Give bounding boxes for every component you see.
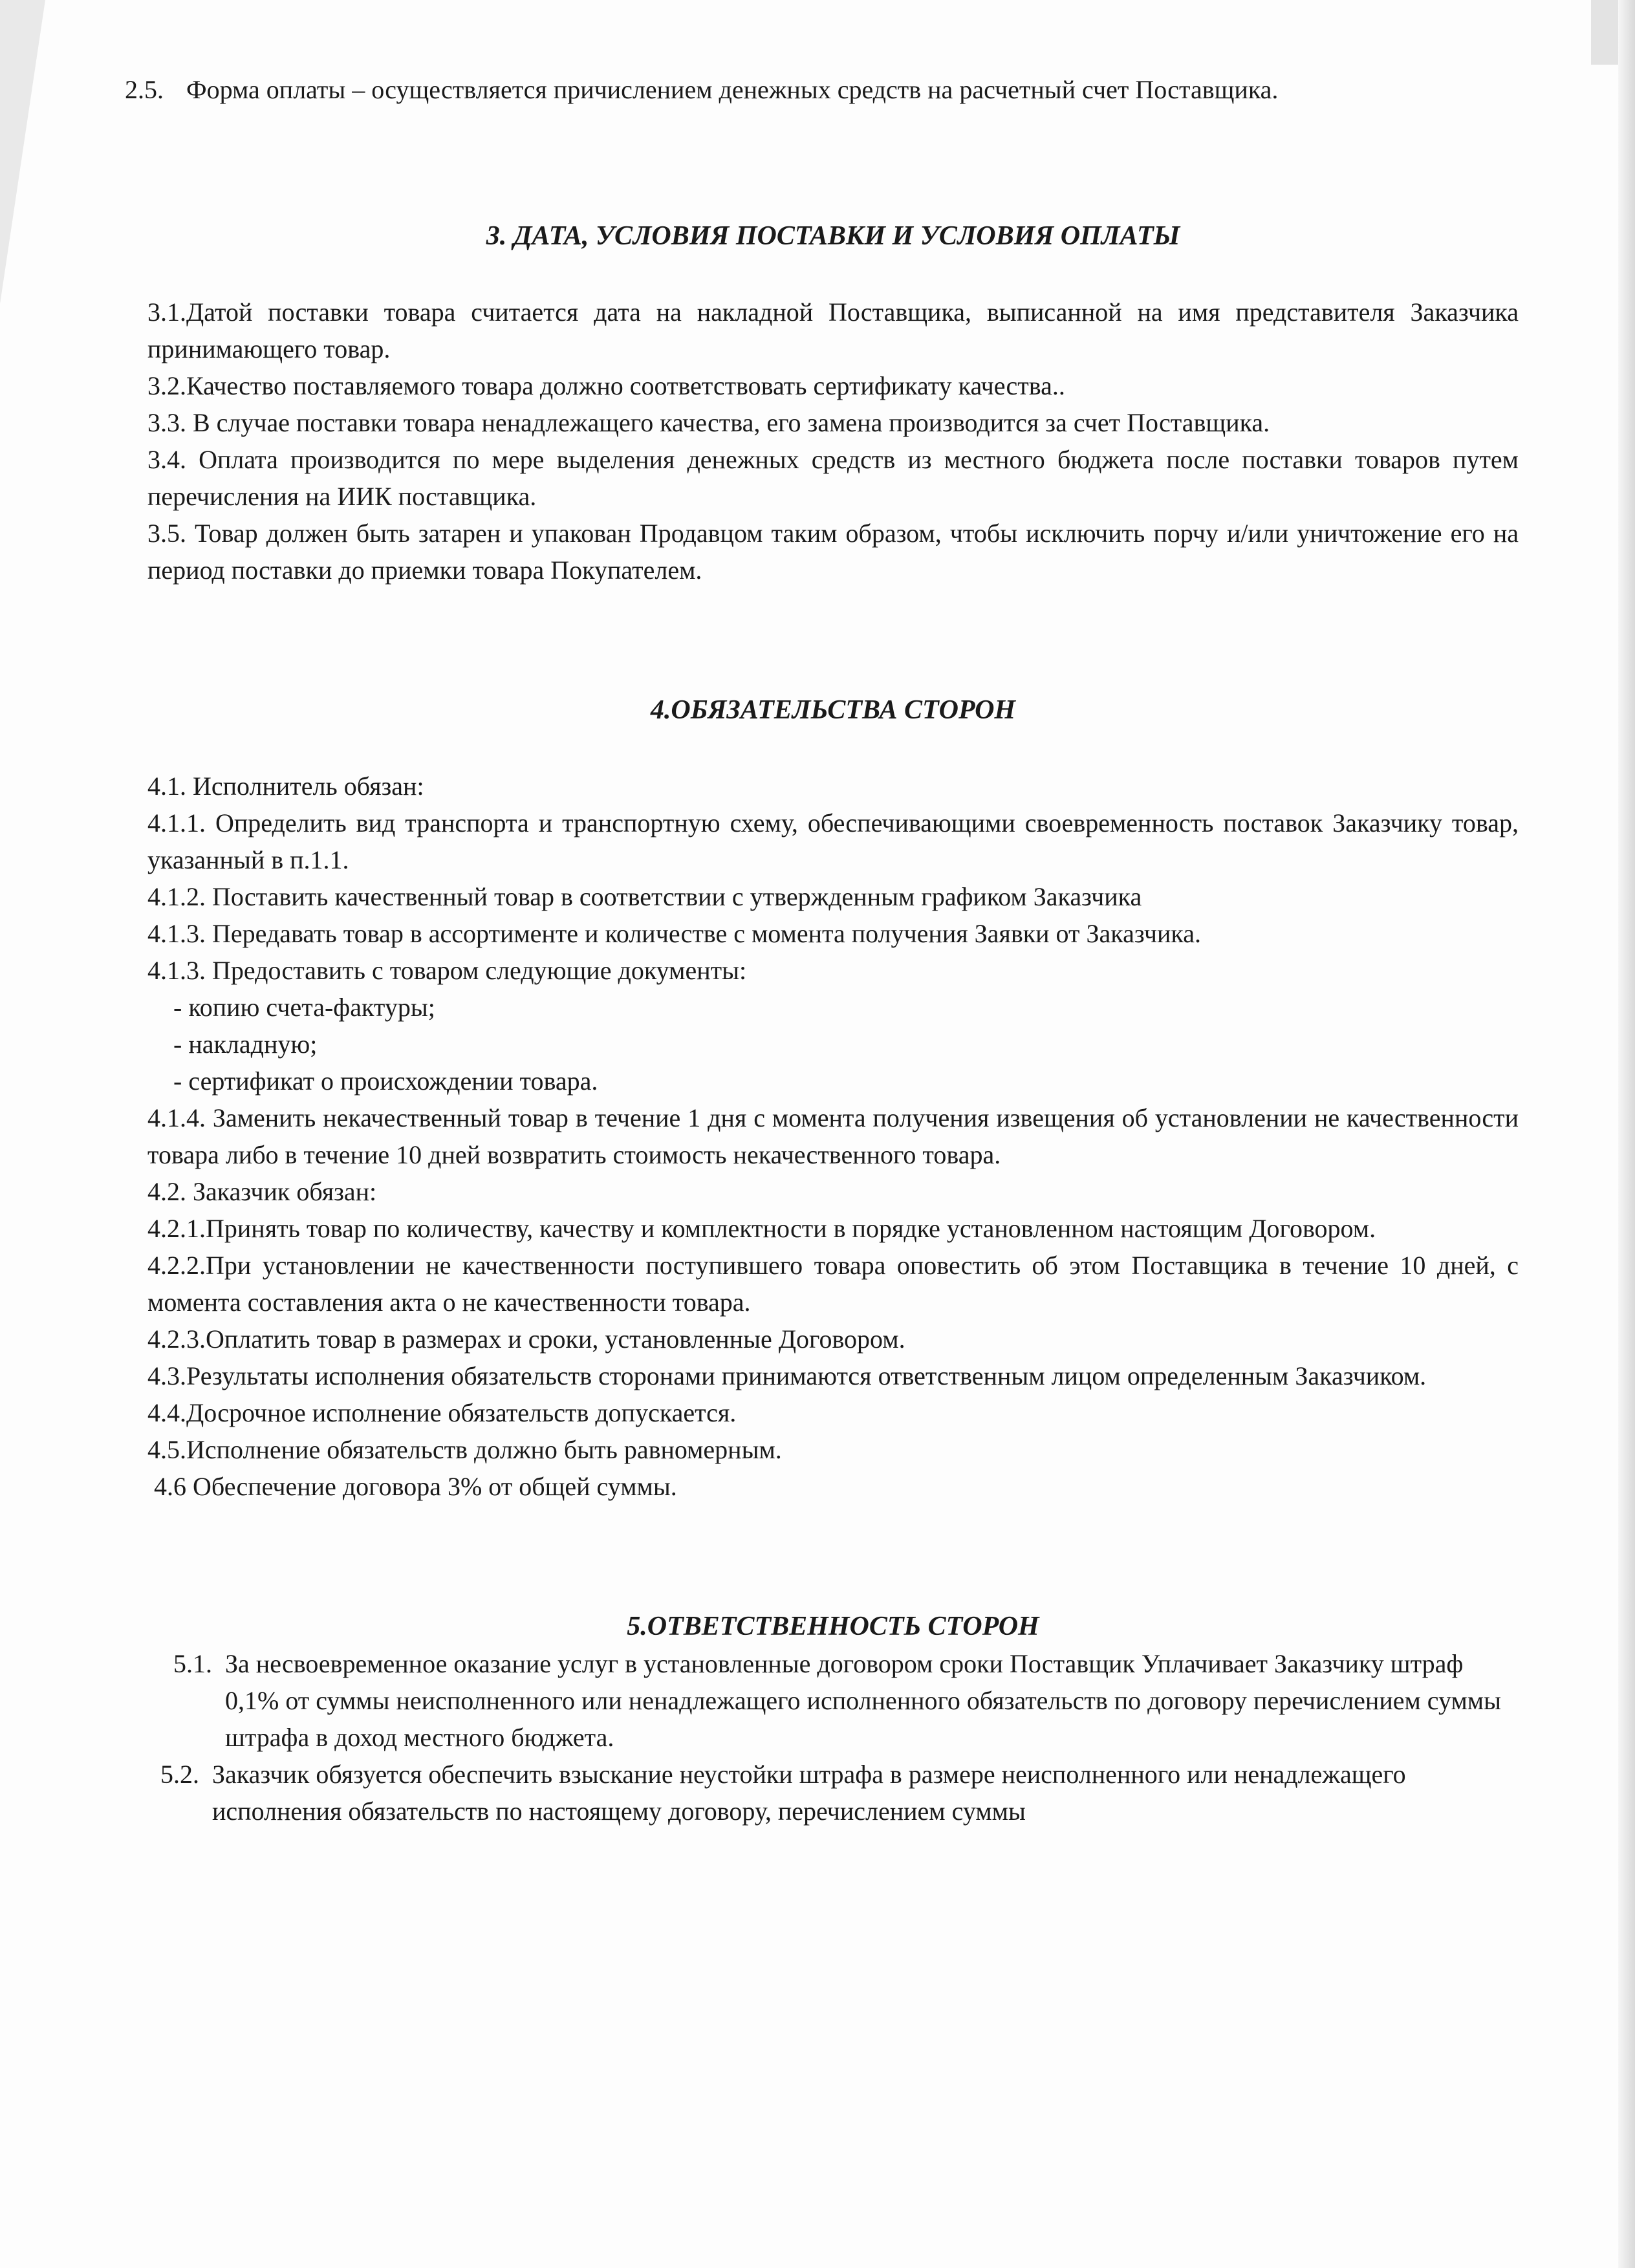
clause-4-2-1: 4.2.1.Принять товар по количеству, качеству и комплектности в порядке установленном настоящим Договором. xyxy=(147,1214,1376,1243)
clause-4-4: 4.4.Досрочное исполнение обязательств допускается. xyxy=(147,1398,737,1427)
section-3-heading: 3. ДАТА, УСЛОВИЯ ПОСТАВКИ И УСЛОВИЯ ОПЛАТЫ xyxy=(486,221,1180,251)
clause-3-5: 3.5. Товар должен быть затарен и упакован Продавцом таким образом, чтобы исключить порчу и/или уничтожение его на период поставки до приемки товара Покупателем. xyxy=(147,519,1519,585)
document-body xyxy=(125,71,1519,1830)
clause-3-1: 3.1.Датой поставки товара считается дата на накладной Поставщика, выписанной на имя представителя Заказчика принимающего товар. xyxy=(147,297,1519,363)
clause-2-5 xyxy=(125,71,1519,108)
clause-3-2: 3.2.Качество поставляемого товара должно соответствовать сертификату качества.. xyxy=(147,371,1065,400)
clause-2-5-number: 2.5. xyxy=(125,75,164,104)
clause-4-1-4: 4.1.4. Заменить некачественный товар в течение 1 дня с момента получения извещения об установлении не качественности товара либо в течение 10 дней возвратить стоимость некачественного товара. xyxy=(147,1103,1519,1169)
clause-4-6: 4.6 Обеспечение договора 3% от общей суммы. xyxy=(154,1472,677,1501)
clause-4-2-3: 4.2.3.Оплатить товар в размерах и сроки, установленные Договором. xyxy=(147,1324,905,1354)
clause-5-2-text: Заказчик обязуется обеспечить взыскание неустойки штрафа в размере неисполненного или ненадлежащего исполнения обязательств по настоящему договору, перечислением суммы xyxy=(212,1760,1406,1826)
clause-5-1-text: За несвоевременное оказание услуг в установленные договором сроки Поставщик Уплачивает Заказчику штраф 0,1% от суммы неисполненного или ненадлежащего исполненного обязательств по договору перечислением суммы штрафа в доход местного бюджета. xyxy=(225,1649,1501,1752)
clause-4-1-2: 4.1.2. Поставить качественный товар в соответствии с утвержденным графиком Заказчика xyxy=(147,882,1142,911)
section-5-heading: 5.ОТВЕТСТВЕННОСТЬ СТОРОН xyxy=(627,1612,1039,1641)
clause-4-1-3a: 4.1.3. Передавать товар в ассортименте и количестве с момента получения Заявки от Заказчика. xyxy=(147,919,1201,948)
clause-4-1-1: 4.1.1. Определить вид транспорта и транспортную схему, обеспечивающими своевременность поставок Заказчику товар, указанный в п.1.1. xyxy=(147,808,1519,874)
page-edge-right xyxy=(1618,0,1635,2268)
clause-4-2: 4.2. Заказчик обязан: xyxy=(147,1177,377,1206)
clause-3-3: 3.3. В случае поставки товара ненадлежащего качества, его замена производится за счет Поставщика. xyxy=(147,408,1270,437)
clause-4-5: 4.5.Исполнение обязательств должно быть равномерным. xyxy=(147,1435,782,1464)
clause-4-1: 4.1. Исполнитель обязан: xyxy=(147,772,424,801)
clause-4-3: 4.3.Результаты исполнения обязательств сторонами принимаются ответственным лицом определенным Заказчиком. xyxy=(147,1361,1427,1390)
doc-list-item: - сертификат о происхождении товара. xyxy=(173,1066,598,1096)
clause-5-2-number: 5.2. xyxy=(160,1760,199,1789)
clause-5-1-number: 5.1. xyxy=(173,1649,212,1678)
section-4-heading: 4.ОБЯЗАТЕЛЬСТВА СТОРОН xyxy=(650,695,1016,725)
folded-corner xyxy=(0,0,45,304)
clause-4-2-2: 4.2.2.При установлении не качественности поступившего товара оповестить об этом Поставщика в течение 10 дней, с момента составления акта о не качественности товара. xyxy=(147,1251,1519,1317)
clause-5-2 xyxy=(147,1756,1519,1830)
clause-5-1 xyxy=(147,1645,1519,1756)
clause-3-4: 3.4. Оплата производится по мере выделения денежных средств из местного бюджета после поставки товаров путем перечисления на ИИК поставщика. xyxy=(147,445,1519,511)
clause-2-5-text: Форма оплаты – осуществляется причислением денежных средств на расчетный счет Поставщика. xyxy=(186,75,1279,104)
doc-list-item: - накладную; xyxy=(173,1030,318,1059)
clause-4-1-3b: 4.1.3. Предоставить с товаром следующие документы: xyxy=(147,956,747,985)
doc-list-item: - копию счета-фактуры; xyxy=(173,993,435,1022)
